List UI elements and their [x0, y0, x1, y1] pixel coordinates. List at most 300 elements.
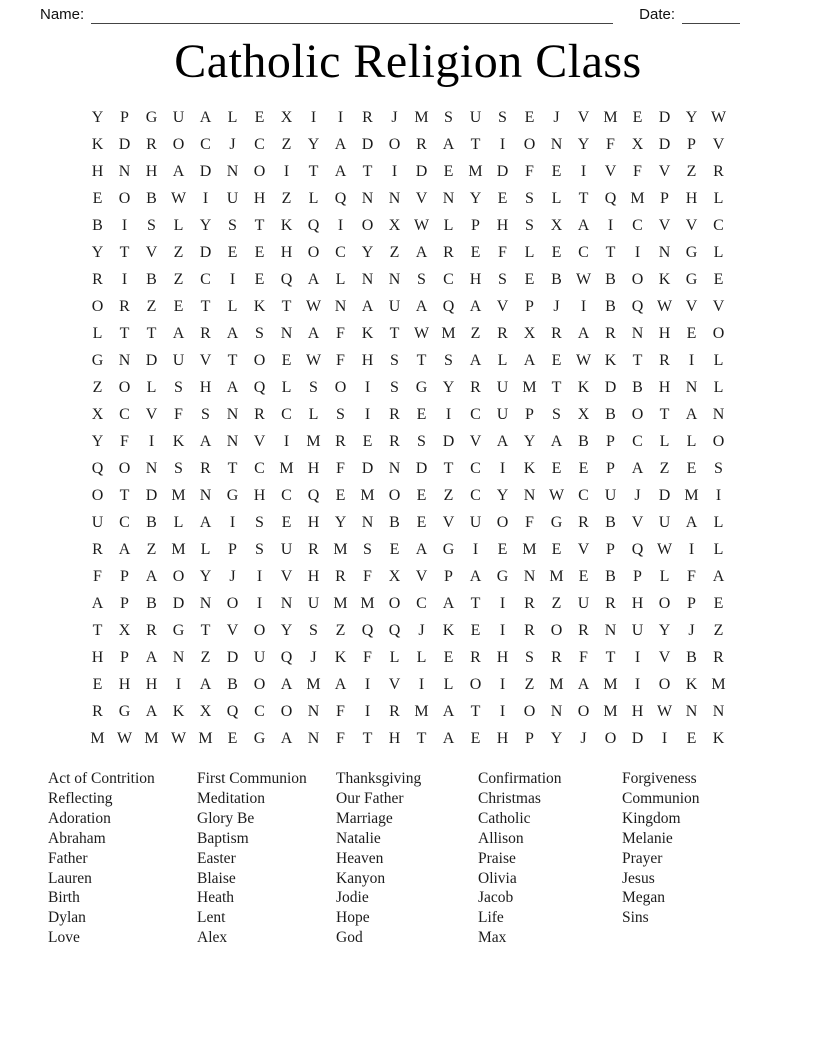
grid-cell: S [363, 540, 372, 558]
grid-cell: M [90, 729, 105, 747]
grid-cell: Y [334, 513, 347, 531]
grid-cell: W [170, 729, 187, 747]
grid-row [84, 131, 732, 158]
grid-cell: X [550, 216, 563, 234]
grid-cell: R [335, 432, 346, 450]
word-bank-item: Sins [622, 909, 649, 927]
grid-cell: L [713, 513, 724, 531]
grid-cell: D [361, 135, 374, 153]
grid-cell: Y [469, 189, 482, 207]
grid-cell: F [579, 648, 588, 666]
grid-cell: B [146, 270, 157, 288]
grid-cell: E [416, 405, 427, 423]
grid-cell: L [308, 189, 319, 207]
grid-cell: J [391, 108, 398, 126]
grid-cell: A [631, 459, 644, 477]
grid-cell: H [685, 189, 698, 207]
grid-cell: I [418, 675, 425, 693]
grid-cell: T [416, 729, 427, 747]
grid-cell: A [280, 729, 293, 747]
grid-cell: Q [253, 378, 266, 396]
grid-cell: F [525, 513, 534, 531]
grid-cell: Y [577, 135, 590, 153]
grid-cell: T [659, 405, 670, 423]
grid-cell: E [713, 594, 724, 612]
grid-cell: L [416, 648, 427, 666]
grid-cell: N [145, 459, 158, 477]
grid-cell: Z [200, 648, 211, 666]
grid-cell: S [390, 378, 399, 396]
grid-cell: I [661, 729, 668, 747]
grid-cell: Q [631, 297, 644, 315]
grid-cell: N [334, 297, 347, 315]
grid-cell: Z [146, 540, 157, 558]
word-bank-item: God [336, 929, 363, 947]
grid-cell: A [550, 432, 563, 450]
grid-cell: B [92, 216, 103, 234]
grid-cell: C [119, 405, 130, 423]
grid-cell: R [605, 594, 616, 612]
grid-cell: U [253, 648, 266, 666]
grid-cell: I [580, 162, 587, 180]
grid-cell: R [551, 648, 562, 666]
grid-row [84, 617, 732, 644]
word-bank-item: Natalie [336, 829, 381, 847]
grid-cell: R [200, 324, 211, 342]
grid-cell: K [361, 324, 374, 342]
grid-cell: N [280, 324, 293, 342]
word-bank-item: Allison [478, 829, 524, 847]
grid-cell: A [307, 270, 320, 288]
grid-cell: I [364, 675, 371, 693]
grid-cell: E [686, 324, 697, 342]
grid-cell: T [470, 135, 481, 153]
grid-cell: Z [470, 324, 481, 342]
grid-cell: P [228, 540, 237, 558]
grid-cell: I [634, 648, 641, 666]
grid-cell: A [577, 675, 590, 693]
grid-cell: E [497, 540, 508, 558]
grid-cell: E [335, 486, 346, 504]
grid-cell: Q [280, 648, 293, 666]
grid-cell: T [119, 324, 130, 342]
grid-cell: O [118, 459, 131, 477]
grid-cell: D [604, 378, 617, 396]
grid-cell: B [605, 567, 616, 585]
grid-cell: S [255, 324, 264, 342]
grid-cell: N [226, 405, 239, 423]
grid-cell: E [551, 162, 562, 180]
grid-cell: R [146, 135, 157, 153]
grid-cell: E [524, 108, 535, 126]
grid-cell: Q [280, 270, 293, 288]
grid-cell: C [254, 459, 265, 477]
grid-cell: V [280, 567, 293, 585]
grid-cell: I [499, 702, 506, 720]
grid-cell: N [280, 594, 293, 612]
grid-cell: L [713, 189, 724, 207]
grid-cell: N [631, 324, 644, 342]
grid-cell: N [523, 567, 536, 585]
word-bank-column [197, 769, 336, 948]
grid-cell: E [227, 243, 238, 261]
grid-cell: H [631, 594, 644, 612]
grid-cell: A [334, 135, 347, 153]
grid-cell: E [254, 108, 265, 126]
grid-cell: E [497, 189, 508, 207]
grid-cell: C [713, 216, 724, 234]
grid-cell: X [388, 216, 401, 234]
grid-cell: N [550, 702, 563, 720]
grid-cell: W [575, 270, 592, 288]
grid-cell: A [172, 324, 185, 342]
grid-cell: R [92, 270, 103, 288]
grid-cell: I [499, 675, 506, 693]
grid-cell: G [415, 378, 428, 396]
grid-cell: C [470, 459, 481, 477]
grid-cell: L [308, 405, 319, 423]
grid-cell: B [227, 675, 238, 693]
grid-cell: K [442, 621, 455, 639]
grid-cell: Z [659, 459, 670, 477]
grid-cell: S [228, 216, 237, 234]
grid-cell: O [118, 189, 131, 207]
grid-cell: I [445, 405, 452, 423]
grid-cell: M [360, 594, 375, 612]
grid-cell: F [120, 432, 129, 450]
grid-cell: J [310, 648, 317, 666]
grid-cell: R [578, 513, 589, 531]
word-bank-column [48, 769, 197, 948]
grid-cell: I [364, 405, 371, 423]
word-bank-item: Alex [197, 929, 228, 947]
grid-cell: U [604, 486, 617, 504]
grid-cell: A [334, 675, 347, 693]
grid-cell: K [712, 729, 725, 747]
grid-cell: I [499, 459, 506, 477]
grid-cell: L [146, 378, 157, 396]
grid-cell: S [417, 270, 426, 288]
grid-cell: D [172, 594, 185, 612]
grid-cell: I [256, 594, 263, 612]
grid-cell: N [658, 243, 671, 261]
grid-cell: L [659, 432, 670, 450]
grid-cell: E [92, 675, 103, 693]
grid-cell: T [92, 621, 103, 639]
grid-cell: R [362, 108, 373, 126]
grid-cell: Y [496, 486, 509, 504]
grid-cell: R [578, 621, 589, 639]
grid-cell: F [606, 135, 615, 153]
grid-cell: V [658, 216, 671, 234]
grid-cell: Z [551, 594, 562, 612]
grid-cell: T [119, 243, 130, 261]
grid-cell: R [389, 702, 400, 720]
grid-cell: E [389, 540, 400, 558]
word-bank-item: Max [478, 929, 507, 947]
grid-cell: P [687, 135, 696, 153]
word-bank-item: Christmas [478, 789, 541, 807]
word-bank-item: Meditation [197, 789, 266, 807]
grid-cell: A [469, 351, 482, 369]
grid-cell: V [631, 513, 644, 531]
grid-cell: E [551, 540, 562, 558]
grid-cell: L [443, 675, 454, 693]
grid-cell: O [712, 324, 725, 342]
grid-cell: O [712, 432, 725, 450]
grid-cell: R [443, 243, 454, 261]
grid-cell: L [200, 540, 211, 558]
grid-cell: M [468, 162, 483, 180]
grid-cell: A [199, 675, 212, 693]
grid-cell: B [551, 270, 562, 288]
grid-row [84, 671, 732, 698]
grid-cell: M [306, 675, 321, 693]
grid-cell: O [253, 351, 266, 369]
word-bank-item: Forgiveness [622, 770, 697, 787]
grid-cell: F [363, 567, 372, 585]
grid-cell: E [551, 351, 562, 369]
grid-cell: S [525, 648, 534, 666]
word-bank-item: Jacob [478, 889, 514, 907]
grid-cell: H [280, 243, 293, 261]
grid-cell: A [469, 297, 482, 315]
grid-cell: L [335, 270, 346, 288]
word-bank-item: Father [48, 849, 88, 867]
grid-cell: U [307, 594, 320, 612]
grid-cell: J [553, 297, 560, 315]
grid-cell: V [685, 216, 698, 234]
grid-cell: I [688, 540, 695, 558]
grid-cell: E [254, 243, 265, 261]
grid-cell: K [577, 378, 590, 396]
grid-row [84, 644, 732, 671]
grid-cell: D [415, 162, 428, 180]
grid-cell: A [361, 297, 374, 315]
grid-cell: H [199, 378, 212, 396]
grid-cell: P [606, 459, 615, 477]
grid-cell: S [201, 405, 210, 423]
grid-cell: I [283, 432, 290, 450]
grid-cell: T [200, 297, 211, 315]
word-bank-item: Praise [478, 849, 516, 867]
grid-row [84, 185, 732, 212]
grid-cell: E [470, 243, 481, 261]
grid-cell: F [336, 702, 345, 720]
grid-cell: D [658, 108, 671, 126]
grid-row [84, 536, 732, 563]
grid-cell: N [388, 459, 401, 477]
grid-cell: D [145, 351, 158, 369]
grid-cell: T [551, 378, 562, 396]
grid-cell: F [687, 567, 696, 585]
grid-cell: K [334, 648, 347, 666]
grid-cell: E [443, 648, 454, 666]
grid-cell: W [305, 297, 322, 315]
grid-cell: A [334, 162, 347, 180]
grid-cell: V [442, 513, 455, 531]
grid-cell: I [364, 378, 371, 396]
grid-cell: T [308, 162, 319, 180]
grid-cell: A [496, 432, 509, 450]
grid-cell: E [416, 486, 427, 504]
grid-cell: N [361, 189, 374, 207]
grid-cell: A [577, 324, 590, 342]
grid-row [84, 725, 732, 752]
grid-cell: C [632, 432, 643, 450]
grid-cell: C [578, 486, 589, 504]
grid-cell: N [172, 648, 185, 666]
grid-cell: T [227, 351, 238, 369]
grid-cell: V [469, 432, 482, 450]
grid-cell: T [362, 162, 373, 180]
grid-cell: B [632, 378, 643, 396]
grid-cell: P [660, 189, 669, 207]
grid-cell: C [119, 513, 130, 531]
grid-cell: S [498, 108, 507, 126]
word-bank-item: Lauren [48, 869, 92, 887]
grid-cell: L [173, 513, 184, 531]
grid-cell: L [686, 432, 697, 450]
grid-cell: E [686, 459, 697, 477]
grid-cell: V [388, 675, 401, 693]
grid-cell: A [415, 297, 428, 315]
grid-cell: E [281, 351, 292, 369]
grid-cell: H [658, 378, 671, 396]
grid-cell: P [525, 297, 534, 315]
grid-cell: I [121, 270, 128, 288]
grid-cell: T [254, 216, 265, 234]
grid-cell: N [307, 702, 320, 720]
grid-cell: P [471, 216, 480, 234]
grid-cell: V [604, 162, 617, 180]
grid-cell: H [469, 270, 482, 288]
grid-cell: D [118, 135, 131, 153]
grid-cell: M [360, 486, 375, 504]
grid-cell: R [308, 540, 319, 558]
grid-cell: E [578, 459, 589, 477]
grid-cell: I [391, 162, 398, 180]
word-bank-item: Prayer [622, 849, 663, 867]
grid-cell: W [413, 216, 430, 234]
grid-cell: T [470, 702, 481, 720]
grid-cell: W [656, 540, 673, 558]
grid-cell: S [417, 432, 426, 450]
grid-cell: P [633, 567, 642, 585]
grid-cell: F [525, 162, 534, 180]
grid-cell: U [388, 297, 401, 315]
grid-cell: M [549, 567, 564, 585]
grid-cell: V [712, 135, 725, 153]
word-bank-item: Kanyon [336, 869, 386, 887]
grid-cell: H [658, 324, 671, 342]
grid-cell: C [578, 243, 589, 261]
grid-cell: V [415, 567, 428, 585]
grid-cell: F [336, 324, 345, 342]
grid-cell: H [496, 729, 509, 747]
grid-cell: N [685, 378, 698, 396]
word-bank-item: Adoration [48, 809, 111, 827]
grid-cell: G [145, 108, 158, 126]
grid-cell: V [658, 162, 671, 180]
grid-cell: O [577, 702, 590, 720]
grid-cell: R [470, 378, 481, 396]
word-bank-item: Olivia [478, 869, 517, 887]
grid-cell: O [658, 675, 671, 693]
word-bank-item: Marriage [336, 809, 393, 827]
grid-cell: O [91, 297, 104, 315]
grid-cell: A [415, 540, 428, 558]
grid-cell: D [442, 432, 455, 450]
grid-cell: A [91, 594, 104, 612]
word-bank-item: Dylan [48, 909, 86, 927]
grid-row [84, 428, 732, 455]
word-bank-item: Megan [622, 889, 666, 907]
grid-cell: P [525, 405, 534, 423]
grid-cell: K [658, 270, 671, 288]
grid-cell: E [92, 189, 103, 207]
grid-cell: D [658, 486, 671, 504]
grid-cell: R [605, 324, 616, 342]
grid-cell: W [413, 324, 430, 342]
word-bank-item: Confirmation [478, 770, 562, 787]
grid-cell: T [443, 459, 454, 477]
grid-cell: S [174, 459, 183, 477]
grid-cell: Q [226, 702, 239, 720]
grid-cell: R [470, 648, 481, 666]
grid-cell: S [147, 216, 156, 234]
grid-cell: I [688, 351, 695, 369]
grid-cell: H [253, 189, 266, 207]
grid-cell: J [229, 135, 236, 153]
grid-cell: X [631, 135, 644, 153]
grid-cell: D [415, 459, 428, 477]
grid-cell: R [119, 297, 130, 315]
grid-cell: A [442, 594, 455, 612]
grid-cell: P [120, 567, 129, 585]
grid-cell: V [712, 297, 725, 315]
grid-cell: E [416, 513, 427, 531]
grid-row [84, 509, 732, 536]
grid-cell: H [361, 351, 374, 369]
word-bank-item: Heath [197, 889, 235, 907]
grid-cell: V [658, 648, 671, 666]
grid-cell: F [93, 567, 102, 585]
grid-cell: A [199, 108, 212, 126]
grid-cell: A [199, 513, 212, 531]
word-bank-item: Baptism [197, 829, 249, 847]
grid-cell: Y [685, 108, 698, 126]
grid-cell: C [281, 405, 292, 423]
grid-cell: R [524, 594, 535, 612]
grid-cell: O [388, 135, 401, 153]
grid-cell: P [120, 648, 129, 666]
word-bank-item: Life [478, 909, 504, 927]
grid-cell: N [442, 189, 455, 207]
grid-cell: Z [173, 243, 184, 261]
grid-cell: A [685, 513, 698, 531]
grid-cell: E [254, 270, 265, 288]
grid-cell: U [496, 405, 509, 423]
grid-cell: I [175, 675, 182, 693]
grid-cell: T [146, 324, 157, 342]
grid-cell: A [145, 567, 158, 585]
word-bank-item: Jesus [622, 869, 655, 887]
grid-cell: P [525, 729, 534, 747]
grid-cell: G [253, 729, 266, 747]
grid-cell: F [336, 459, 345, 477]
grid-row [84, 104, 732, 131]
